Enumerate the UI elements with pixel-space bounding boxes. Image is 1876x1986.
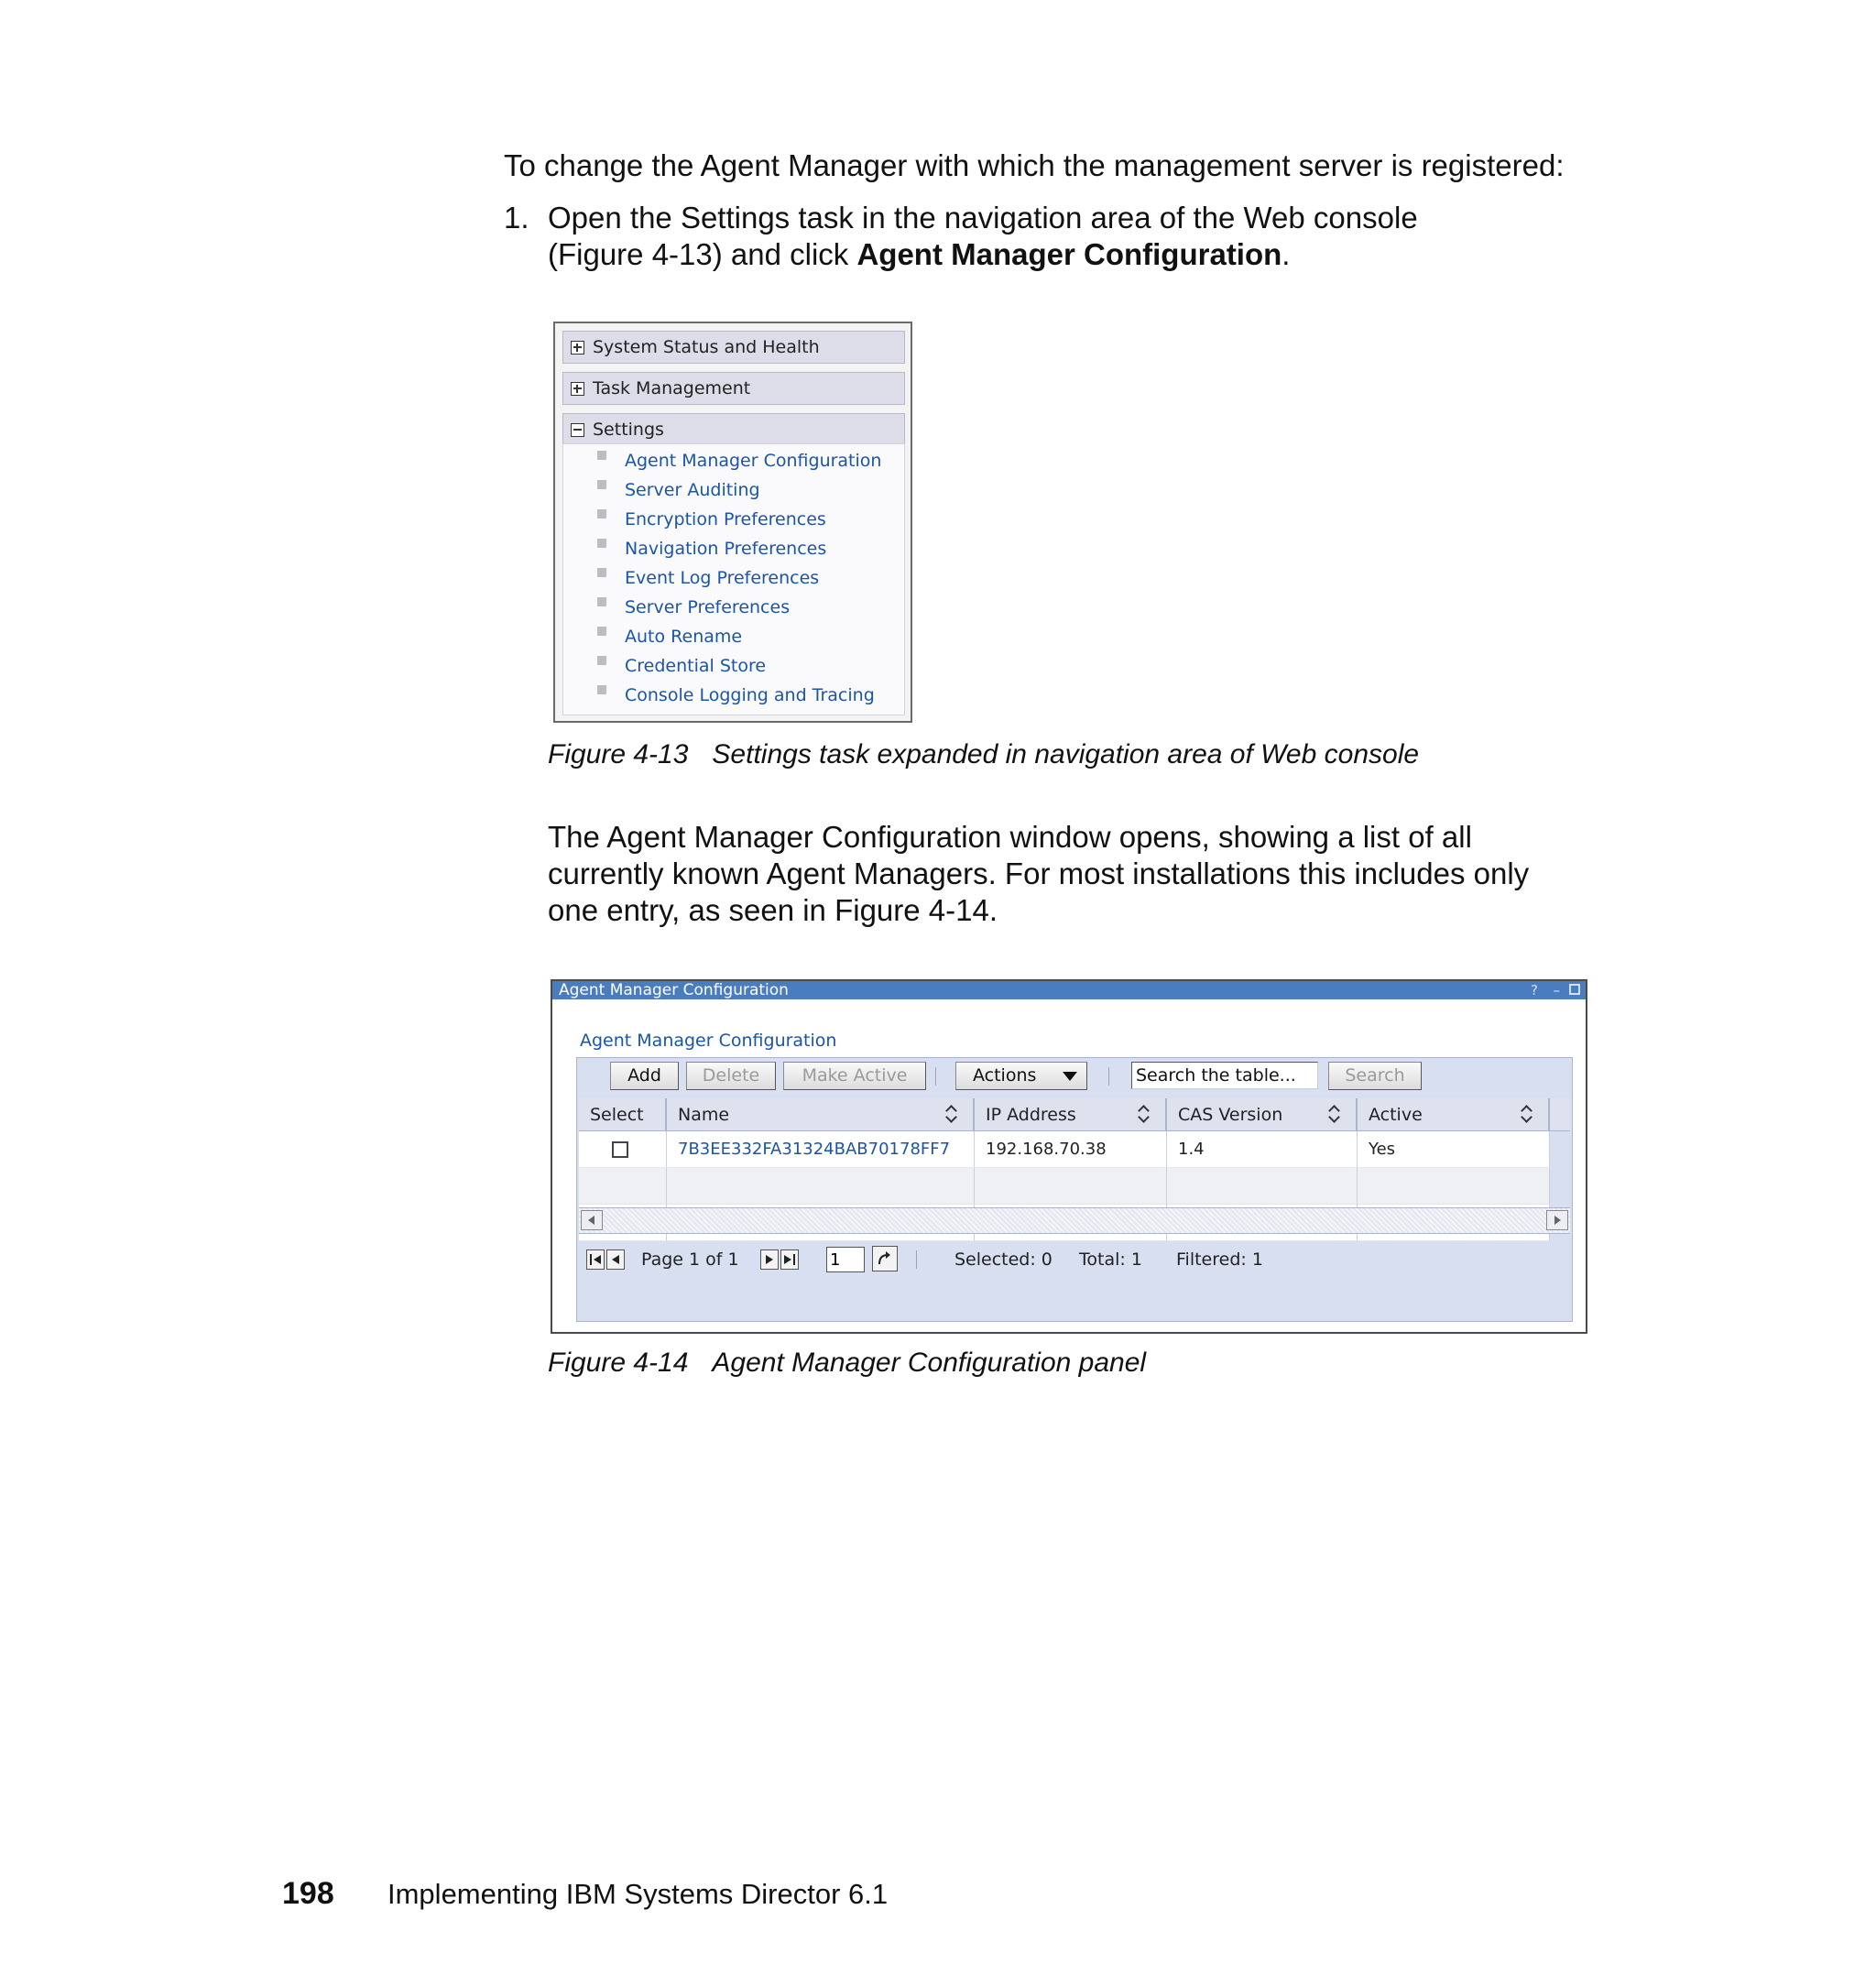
para2-line2: currently known Agent Managers. For most installations this includes only [548, 857, 1530, 890]
window-title: Agent Manager Configuration [559, 981, 789, 999]
nav-link-label: Credential Store [625, 656, 767, 676]
column-header-ip-address[interactable] [975, 1098, 1167, 1130]
nav-link-console-logging-and-tracing[interactable] [563, 682, 875, 709]
nav-link-server-auditing[interactable] [563, 476, 760, 504]
collapse-icon[interactable] [571, 423, 584, 437]
last-page-icon[interactable] [780, 1249, 799, 1270]
column-label: Name [678, 1104, 730, 1125]
ip-address-cell: 192.168.70.38 [975, 1131, 1167, 1168]
nav-section-label: Settings [593, 420, 664, 440]
minimize-icon[interactable]: – [1553, 982, 1560, 998]
go-to-page-button[interactable] [872, 1246, 898, 1271]
make-active-button[interactable]: Make Active [783, 1062, 926, 1090]
bullet-icon [597, 656, 606, 665]
expand-icon[interactable] [571, 341, 584, 355]
para2-line1: The Agent Manager Configuration window opens, showing a list of all [548, 820, 1472, 854]
table-row[interactable] [579, 1131, 1550, 1168]
bullet-icon [597, 480, 606, 489]
nav-link-server-preferences[interactable] [563, 594, 790, 621]
nav-section-task-management[interactable] [562, 372, 905, 405]
figure-title: Settings task expanded in navigation area of Web console [712, 739, 1420, 769]
bullet-icon [597, 509, 606, 518]
column-label: Select [590, 1104, 644, 1125]
add-button[interactable]: Add [610, 1062, 679, 1090]
column-header-name[interactable] [667, 1098, 975, 1130]
total-count: Total: 1 [1079, 1249, 1142, 1270]
horizontal-scrollbar[interactable] [579, 1207, 1570, 1234]
nav-link-label: Console Logging and Tracing [625, 685, 875, 705]
nav-link-label: Server Auditing [625, 480, 760, 500]
toolbar-separator [1108, 1067, 1109, 1086]
sort-icon[interactable] [945, 1106, 958, 1122]
nav-link-label: Auto Rename [625, 627, 743, 647]
book-title: Implementing IBM Systems Director 6.1 [387, 1878, 889, 1910]
panel-heading: Agent Manager Configuration [580, 1031, 837, 1051]
select-cell [579, 1131, 667, 1168]
column-label: CAS Version [1178, 1104, 1283, 1125]
bullet-icon [597, 685, 606, 694]
sort-icon[interactable] [1138, 1106, 1151, 1122]
step1-line1: Open the Settings task in the navigation area of the Web console [548, 201, 1418, 235]
maximize-icon[interactable] [1569, 984, 1580, 995]
figure-title: Agent Manager Configuration panel [712, 1348, 1147, 1378]
page-number: 198 [282, 1876, 334, 1911]
nav-link-credential-store[interactable] [563, 652, 766, 680]
table-row-empty [579, 1168, 1550, 1205]
sort-icon[interactable] [1521, 1106, 1533, 1122]
nav-link-label: Server Preferences [625, 597, 791, 617]
step1-line2 [548, 235, 1290, 273]
sort-icon[interactable] [1328, 1106, 1341, 1122]
bullet-icon [597, 597, 606, 606]
nav-link-auto-rename[interactable] [563, 623, 742, 650]
agent-manager-configuration-window [551, 979, 1587, 1334]
nav-section-system-status[interactable] [562, 331, 905, 364]
step1-link-emphasis: Agent Manager Configuration [856, 237, 1282, 271]
window-title-bar [552, 981, 1586, 999]
name-cell[interactable]: 7B3EE332FA31324BAB70178FF7 [667, 1131, 975, 1168]
row-checkbox[interactable] [612, 1141, 628, 1158]
nav-section-settings[interactable] [562, 413, 905, 446]
nav-link-encryption-preferences[interactable] [563, 506, 826, 533]
filtered-count: Filtered: 1 [1176, 1249, 1263, 1270]
cas-version-cell: 1.4 [1167, 1131, 1358, 1168]
nav-section-label: System Status and Health [593, 337, 820, 357]
delete-button[interactable]: Delete [686, 1062, 776, 1090]
column-label: IP Address [986, 1104, 1076, 1125]
table-pager [579, 1234, 1570, 1289]
figure-number: Figure 4-14 [548, 1348, 689, 1378]
empty-cell [579, 1168, 667, 1205]
nav-link-label: Agent Manager Configuration [625, 451, 882, 471]
column-header-active[interactable] [1358, 1098, 1550, 1130]
step-number: 1. [504, 201, 529, 235]
pager-separator [916, 1250, 917, 1269]
settings-item-list [562, 443, 905, 715]
para2-line3: one entry, as seen in Figure 4-14. [548, 893, 998, 927]
bullet-icon [597, 451, 606, 460]
nav-section-label: Task Management [593, 378, 751, 398]
search-button[interactable]: Search [1328, 1062, 1422, 1090]
figure-4-13-caption [548, 739, 1419, 770]
help-icon[interactable]: ? [1531, 982, 1538, 998]
table-header [579, 1098, 1570, 1131]
selected-count: Selected: 0 [954, 1249, 1053, 1270]
scroll-left-icon[interactable] [581, 1210, 603, 1230]
figure-4-14-caption [548, 1348, 1146, 1379]
nav-link-event-log-preferences[interactable] [563, 564, 819, 592]
bullet-icon [597, 568, 606, 577]
nav-link-agent-manager-configuration[interactable] [563, 447, 881, 475]
step1-line2-post: . [1282, 237, 1291, 271]
step1-line2-pre: (Figure 4-13) and click [548, 237, 857, 271]
previous-page-icon[interactable] [606, 1249, 625, 1270]
page-indicator: Page 1 of 1 [641, 1249, 739, 1270]
intro-text: To change the Agent Manager with which the management server is registered: [504, 148, 1565, 182]
expand-icon[interactable] [571, 382, 584, 396]
empty-cell [1167, 1168, 1358, 1205]
next-page-icon[interactable] [760, 1249, 779, 1270]
page-number-input[interactable] [826, 1247, 865, 1272]
nav-link-navigation-preferences[interactable] [563, 535, 826, 562]
column-label: Active [1369, 1104, 1423, 1125]
actions-label: Actions [973, 1065, 1037, 1086]
figure-number: Figure 4-13 [548, 739, 689, 769]
navigation-area [553, 322, 912, 723]
column-header-cas-version[interactable] [1167, 1098, 1358, 1130]
search-input[interactable] [1131, 1062, 1318, 1089]
bullet-icon [597, 627, 606, 636]
empty-cell [1358, 1168, 1550, 1205]
bullet-icon [597, 539, 606, 548]
empty-cell [975, 1168, 1167, 1205]
chevron-down-icon [1063, 1072, 1077, 1081]
nav-link-label: Encryption Preferences [625, 509, 826, 529]
column-header-select [579, 1098, 667, 1130]
scroll-right-icon[interactable] [1546, 1210, 1568, 1230]
actions-dropdown[interactable] [955, 1062, 1087, 1090]
redo-arrow-icon [877, 1250, 893, 1267]
nav-link-label: Event Log Preferences [625, 568, 820, 588]
first-page-icon[interactable] [586, 1249, 605, 1270]
active-cell: Yes [1358, 1131, 1550, 1168]
nav-link-label: Navigation Preferences [625, 539, 827, 559]
toolbar-separator [935, 1067, 936, 1086]
agent-manager-table [576, 1057, 1573, 1322]
empty-cell [667, 1168, 975, 1205]
